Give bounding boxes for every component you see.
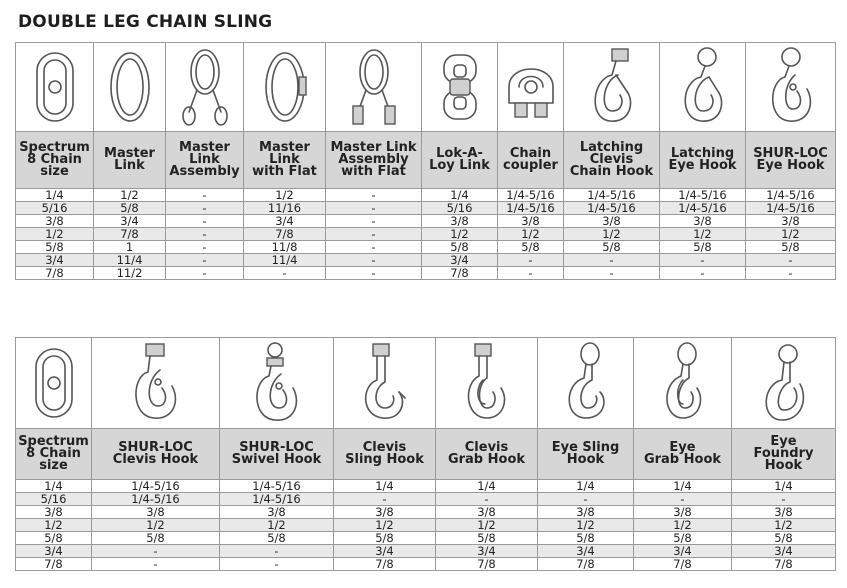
- column-header: [564, 132, 660, 189]
- table-cell: 5/8: [422, 241, 498, 254]
- table-cell: 5/8: [16, 532, 92, 545]
- table-cell: -: [326, 267, 422, 280]
- table-cell: 3/4: [334, 545, 436, 558]
- table-cell: 1/2: [244, 189, 326, 202]
- table-row: [16, 480, 836, 493]
- table-row: [16, 254, 836, 267]
- table-cell: 3/4: [634, 545, 732, 558]
- column-header-line: Eye: [669, 440, 696, 455]
- oval-link-icon: [16, 338, 92, 429]
- table-cell: 1/4: [334, 480, 436, 493]
- column-header-line: Clevis Hook: [112, 452, 199, 467]
- table-cell: 3/4: [244, 215, 326, 228]
- column-header-line: Hook: [764, 458, 803, 473]
- table-row: [16, 228, 836, 241]
- column-header-line: Clevis: [589, 152, 634, 167]
- table-cell: 3/8: [732, 506, 836, 519]
- table-cell: 3/8: [16, 506, 92, 519]
- chain-coupler-icon: [498, 43, 564, 132]
- column-header: [334, 429, 436, 480]
- column-header-line: Eye Hook: [668, 158, 737, 173]
- column-header-line: Link: [114, 158, 145, 173]
- table-cell: -: [732, 493, 836, 506]
- table-cell: 5/8: [16, 241, 94, 254]
- table-cell: 1/2: [220, 519, 334, 532]
- column-header-line: Swivel Hook: [231, 452, 322, 467]
- table-cell: 1/4-5/16: [660, 202, 746, 215]
- column-header-line: Hook: [566, 452, 605, 467]
- table-cell: -: [326, 189, 422, 202]
- column-header-line: Foundry: [753, 446, 814, 461]
- table-cell: 11/16: [244, 202, 326, 215]
- column-header-line: with Flat: [341, 164, 406, 179]
- table-cell: 1/2: [498, 228, 564, 241]
- column-header: [732, 429, 836, 480]
- table-cell: 1/4: [16, 189, 94, 202]
- table-cell: 5/8: [746, 241, 836, 254]
- table-cell: 1/2: [732, 519, 836, 532]
- table-cell: 3/8: [538, 506, 634, 519]
- column-header-line: Grab Hook: [447, 452, 526, 467]
- master-link-flat-icon: [244, 43, 326, 132]
- column-header: [746, 132, 836, 189]
- clevis-sling-hook-icon: [334, 338, 436, 429]
- table-cell: -: [166, 189, 244, 202]
- table-cell: 7/8: [94, 228, 166, 241]
- table-cell: -: [634, 493, 732, 506]
- header-row: [16, 132, 836, 189]
- column-header: [660, 132, 746, 189]
- table-row: [16, 558, 836, 571]
- table-cell: -: [166, 267, 244, 280]
- table-cell: 7/8: [16, 558, 92, 571]
- table-cell: 3/8: [634, 506, 732, 519]
- table-cell: 1/4-5/16: [746, 202, 836, 215]
- table-cell: 1/2: [634, 519, 732, 532]
- table-cell: -: [660, 254, 746, 267]
- lok-a-loy-link-icon: [422, 43, 498, 132]
- table-cell: 11/8: [244, 241, 326, 254]
- column-header: [538, 429, 634, 480]
- table-cell: -: [92, 545, 220, 558]
- table-cell: 3/8: [436, 506, 538, 519]
- table-cell: 1/2: [564, 228, 660, 241]
- table-cell: 1/4-5/16: [92, 493, 220, 506]
- column-header-line: Chain: [509, 146, 552, 161]
- shur-loc-eye-hook-icon: [746, 43, 836, 132]
- table-cell: 1/4-5/16: [498, 202, 564, 215]
- table-cell: -: [564, 267, 660, 280]
- table-cell: -: [538, 493, 634, 506]
- table-cell: 3/4: [16, 254, 94, 267]
- table-cell: -: [326, 228, 422, 241]
- table-cell: 11/4: [244, 254, 326, 267]
- table-cell: 5/8: [538, 532, 634, 545]
- table-cell: 3/8: [220, 506, 334, 519]
- table-cell: 1/4-5/16: [564, 202, 660, 215]
- column-header-line: 8 Chain: [27, 152, 82, 167]
- master-link-assembly-flat-icon: [326, 43, 422, 132]
- table-cell: 3/4: [732, 545, 836, 558]
- table-cell: 5/8: [732, 532, 836, 545]
- table-cell: -: [334, 493, 436, 506]
- column-header-line: Clevis: [464, 440, 509, 455]
- table-cell: 1: [94, 241, 166, 254]
- eye-sling-hook-icon: [538, 338, 634, 429]
- column-header-line: Lok-A-: [436, 146, 483, 161]
- column-header-line: 8 Chain: [26, 446, 81, 461]
- column-header-line: Loy Link: [429, 158, 490, 173]
- table-cell: 3/8: [334, 506, 436, 519]
- table-cell: 7/8: [538, 558, 634, 571]
- table-cell: 5/16: [422, 202, 498, 215]
- table-row: [16, 532, 836, 545]
- table-cell: -: [498, 254, 564, 267]
- column-header-line: Latching: [579, 140, 644, 155]
- table-cell: 1/4-5/16: [220, 480, 334, 493]
- master-link-icon: [94, 43, 166, 132]
- eye-foundry-hook-icon: [732, 338, 836, 429]
- table-cell: 1/4-5/16: [746, 189, 836, 202]
- table-cell: -: [166, 241, 244, 254]
- table-cell: 1/2: [94, 189, 166, 202]
- table-cell: 1/4-5/16: [564, 189, 660, 202]
- table-cell: -: [746, 254, 836, 267]
- table-cell: 3/4: [436, 545, 538, 558]
- master-link-assembly-icon: [166, 43, 244, 132]
- table-cell: -: [166, 202, 244, 215]
- table-cell: 1/4: [422, 189, 498, 202]
- column-header-line: Chain Hook: [569, 164, 654, 179]
- table-cell: 7/8: [422, 267, 498, 280]
- table-cell: 5/8: [634, 532, 732, 545]
- header-row: [16, 429, 836, 480]
- table-row: [16, 519, 836, 532]
- table-cell: 7/8: [634, 558, 732, 571]
- table-cell: 5/16: [16, 202, 94, 215]
- table-cell: -: [166, 254, 244, 267]
- table-cell: 1/4-5/16: [498, 189, 564, 202]
- table-row: [16, 215, 836, 228]
- shur-loc-swivel-hook-icon: [220, 338, 334, 429]
- table-cell: 3/8: [564, 215, 660, 228]
- column-header-line: Latching: [670, 146, 735, 161]
- table-row: [16, 493, 836, 506]
- column-header-line: Sling Hook: [345, 452, 424, 467]
- table-cell: 5/8: [660, 241, 746, 254]
- table-cell: 1/2: [92, 519, 220, 532]
- column-header-line: with Flat: [252, 164, 317, 179]
- table-cell: -: [220, 545, 334, 558]
- table-cell: 1/2: [436, 519, 538, 532]
- table-cell: 5/8: [498, 241, 564, 254]
- table-cell: 5/8: [94, 202, 166, 215]
- column-header: [436, 429, 538, 480]
- table-cell: 3/8: [660, 215, 746, 228]
- clevis-grab-hook-icon: [436, 338, 538, 429]
- column-header-line: Spectrum: [18, 434, 89, 449]
- table-cell: -: [746, 267, 836, 280]
- chain-sling-table-1: [15, 42, 836, 280]
- column-header: [634, 429, 732, 480]
- column-header: [16, 429, 92, 480]
- table-cell: 1/4-5/16: [220, 493, 334, 506]
- column-header-line: Master: [104, 146, 155, 161]
- table-cell: 3/4: [94, 215, 166, 228]
- table-cell: 3/8: [422, 215, 498, 228]
- table-cell: 1/4-5/16: [92, 480, 220, 493]
- table-row: [16, 241, 836, 254]
- column-header-line: Assembly: [169, 164, 240, 179]
- column-header-line: Eye Sling: [551, 440, 620, 455]
- table-cell: 3/8: [498, 215, 564, 228]
- table-cell: 1/2: [746, 228, 836, 241]
- column-header: [166, 132, 244, 189]
- table-cell: 1/2: [334, 519, 436, 532]
- latching-eye-hook-icon: [660, 43, 746, 132]
- column-header: [16, 132, 94, 189]
- table-row: [16, 202, 836, 215]
- column-header: [92, 429, 220, 480]
- column-header-line: Link: [189, 152, 220, 167]
- table-cell: -: [166, 215, 244, 228]
- table-cell: 5/8: [220, 532, 334, 545]
- table-cell: -: [244, 267, 326, 280]
- table-cell: 1/4: [732, 480, 836, 493]
- table-cell: 1/2: [422, 228, 498, 241]
- table-cell: 3/4: [538, 545, 634, 558]
- column-header: [94, 132, 166, 189]
- table-row: [16, 545, 836, 558]
- table-cell: 1/2: [16, 519, 92, 532]
- table-cell: 5/16: [16, 493, 92, 506]
- column-header-line: Assembly: [338, 152, 409, 167]
- table-cell: 5/8: [564, 241, 660, 254]
- column-header-line: SHUR-LOC: [118, 440, 193, 455]
- table-cell: -: [660, 267, 746, 280]
- column-header: [498, 132, 564, 189]
- table-cell: 3/8: [746, 215, 836, 228]
- table-cell: 1/4: [16, 480, 92, 493]
- table-cell: -: [564, 254, 660, 267]
- table-cell: -: [92, 558, 220, 571]
- table-cell: 5/8: [92, 532, 220, 545]
- table-cell: -: [436, 493, 538, 506]
- table-cell: -: [326, 254, 422, 267]
- table-cell: -: [220, 558, 334, 571]
- column-header-line: coupler: [503, 158, 558, 173]
- table-cell: 11/4: [94, 254, 166, 267]
- chain-sling-table-2: [15, 337, 836, 571]
- column-header: [244, 132, 326, 189]
- table-cell: 3/8: [92, 506, 220, 519]
- column-header-line: Grab Hook: [643, 452, 722, 467]
- table-cell: 1/4: [634, 480, 732, 493]
- table-row: [16, 506, 836, 519]
- table-cell: 3/4: [422, 254, 498, 267]
- table-cell: 1/2: [16, 228, 94, 241]
- column-header-line: Eye Hook: [756, 158, 825, 173]
- table-cell: 7/8: [334, 558, 436, 571]
- table-cell: 7/8: [732, 558, 836, 571]
- latching-clevis-hook-icon: [564, 43, 660, 132]
- eye-grab-hook-icon: [634, 338, 732, 429]
- table-cell: 7/8: [244, 228, 326, 241]
- icon-row: [16, 338, 836, 429]
- table-cell: 5/8: [436, 532, 538, 545]
- icon-row: [16, 43, 836, 132]
- table-cell: -: [326, 202, 422, 215]
- table-row: [16, 189, 836, 202]
- table-cell: 1/2: [660, 228, 746, 241]
- column-header-line: Clevis: [362, 440, 407, 455]
- column-header-line: SHUR-LOC: [753, 146, 828, 161]
- table-cell: -: [326, 241, 422, 254]
- column-header-line: Spectrum: [19, 140, 90, 155]
- table-cell: 11/2: [94, 267, 166, 280]
- table-cell: 1/4: [538, 480, 634, 493]
- column-header: [422, 132, 498, 189]
- column-header-line: size: [40, 164, 69, 179]
- column-header-line: size: [39, 458, 68, 473]
- table-row: [16, 267, 836, 280]
- oval-link-icon: [16, 43, 94, 132]
- table-cell: 1/2: [538, 519, 634, 532]
- column-header-line: SHUR-LOC: [239, 440, 314, 455]
- table-cell: 7/8: [16, 267, 94, 280]
- column-header-line: Eye: [770, 434, 797, 449]
- table-cell: 5/8: [334, 532, 436, 545]
- column-header-line: Link: [269, 152, 300, 167]
- table-cell: 1/4-5/16: [660, 189, 746, 202]
- table-cell: 3/8: [16, 215, 94, 228]
- table-cell: -: [326, 215, 422, 228]
- page-title: DOUBLE LEG CHAIN SLING: [18, 12, 273, 32]
- column-header-line: Master: [179, 140, 230, 155]
- table-cell: 1/4: [436, 480, 538, 493]
- table-cell: -: [166, 228, 244, 241]
- table-cell: -: [498, 267, 564, 280]
- table-cell: 7/8: [436, 558, 538, 571]
- column-header-line: Master Link: [330, 140, 417, 155]
- table-cell: 3/4: [16, 545, 92, 558]
- column-header: [326, 132, 422, 189]
- column-header-line: Master: [259, 140, 310, 155]
- shur-loc-clevis-hook-icon: [92, 338, 220, 429]
- column-header: [220, 429, 334, 480]
